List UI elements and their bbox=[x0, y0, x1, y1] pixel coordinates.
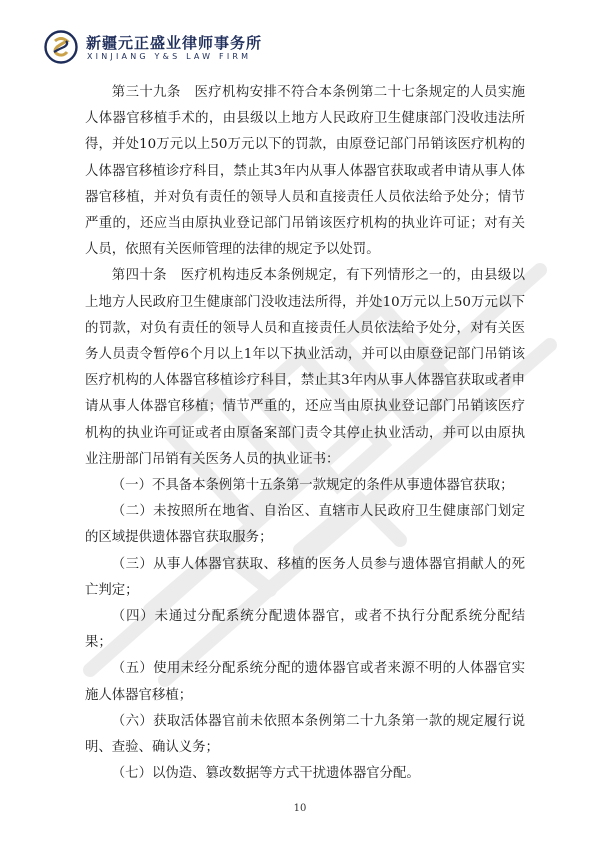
swirl-logo-icon bbox=[44, 30, 78, 64]
list-item: （二）未按照所在地省、自治区、直辖市人民政府卫生健康部门划定的区域提供遗体器官获取服务； bbox=[85, 504, 525, 546]
list-item: （六）获取活体器官前未依照本条例第二十九条第一款的规定履行说明、查验、确认义务； bbox=[85, 713, 525, 756]
firm-name-en: XINJIANG Y&S LAW FIRM bbox=[87, 52, 252, 61]
list-item: （四）未通过分配系统分配遗体器官，或者不执行分配系统分配结果； bbox=[85, 609, 525, 651]
firm-name-cn: 新疆元正盛业律师事务所 bbox=[86, 34, 263, 52]
list-item: （一）不具备本条例第十五条第一款规定的条件从事遗体器官获取； bbox=[111, 478, 514, 494]
page-number: 10 bbox=[293, 803, 307, 814]
list-item: （五）使用未经分配系统分配的遗体器官或者来源不明的人体器官实施人体器官移植； bbox=[85, 661, 525, 703]
article-40: 第四十条 医疗机构违反本条例规定，有下列情形之一的，由县级以上地方人民政府卫生健康部门没收违法所得，并处10万元以上50万元以下的罚款，对负有责任的领导人员和直接责任人员依法给予处分，对有关医务人员责令暂停6个月以上1年以下执业活动，并可以由原登记部门吊销该医疗机构的人体器官移植诊疗科目，禁止其3年内从事人体器官获取或者申请从事人体器官移植；情节严重的，还应当由原执业登记部门吊销该医疗机构的执业许可证或者由原备案部门责令其停止执业活动，并可以由原执业注册部门吊销有关医务人员的执业证书： bbox=[85, 268, 525, 467]
document-body bbox=[85, 80, 525, 787]
article-39: 第三十九条 医疗机构安排不符合本条例第二十七条规定的人员实施人体器官移植手术的，由县级以上地方人民政府卫生健康部门没收违法所得，并处10万元以上50万元以下的罚款，由原登记部门吊销该医疗机构的人体器官移植诊疗科目，禁止其3年内从事人体器官获取或者申请从事人体器官移植，并对负有责任的领导人员和直接责任人员依法给予处分；情节严重的，还应当由原执业登记部门吊销该医疗机构的执业许可证；对有关人员，依照有关医师管理的法律的规定予以处罚。 bbox=[85, 85, 525, 258]
letterhead bbox=[44, 30, 564, 66]
list-item: （七）以伪造、篡改数据等方式干扰遗体器官分配。 bbox=[111, 766, 420, 782]
list-item: （三）从事人体器官获取、移植的医务人员参与遗体器官捐献人的死亡判定； bbox=[85, 556, 525, 598]
